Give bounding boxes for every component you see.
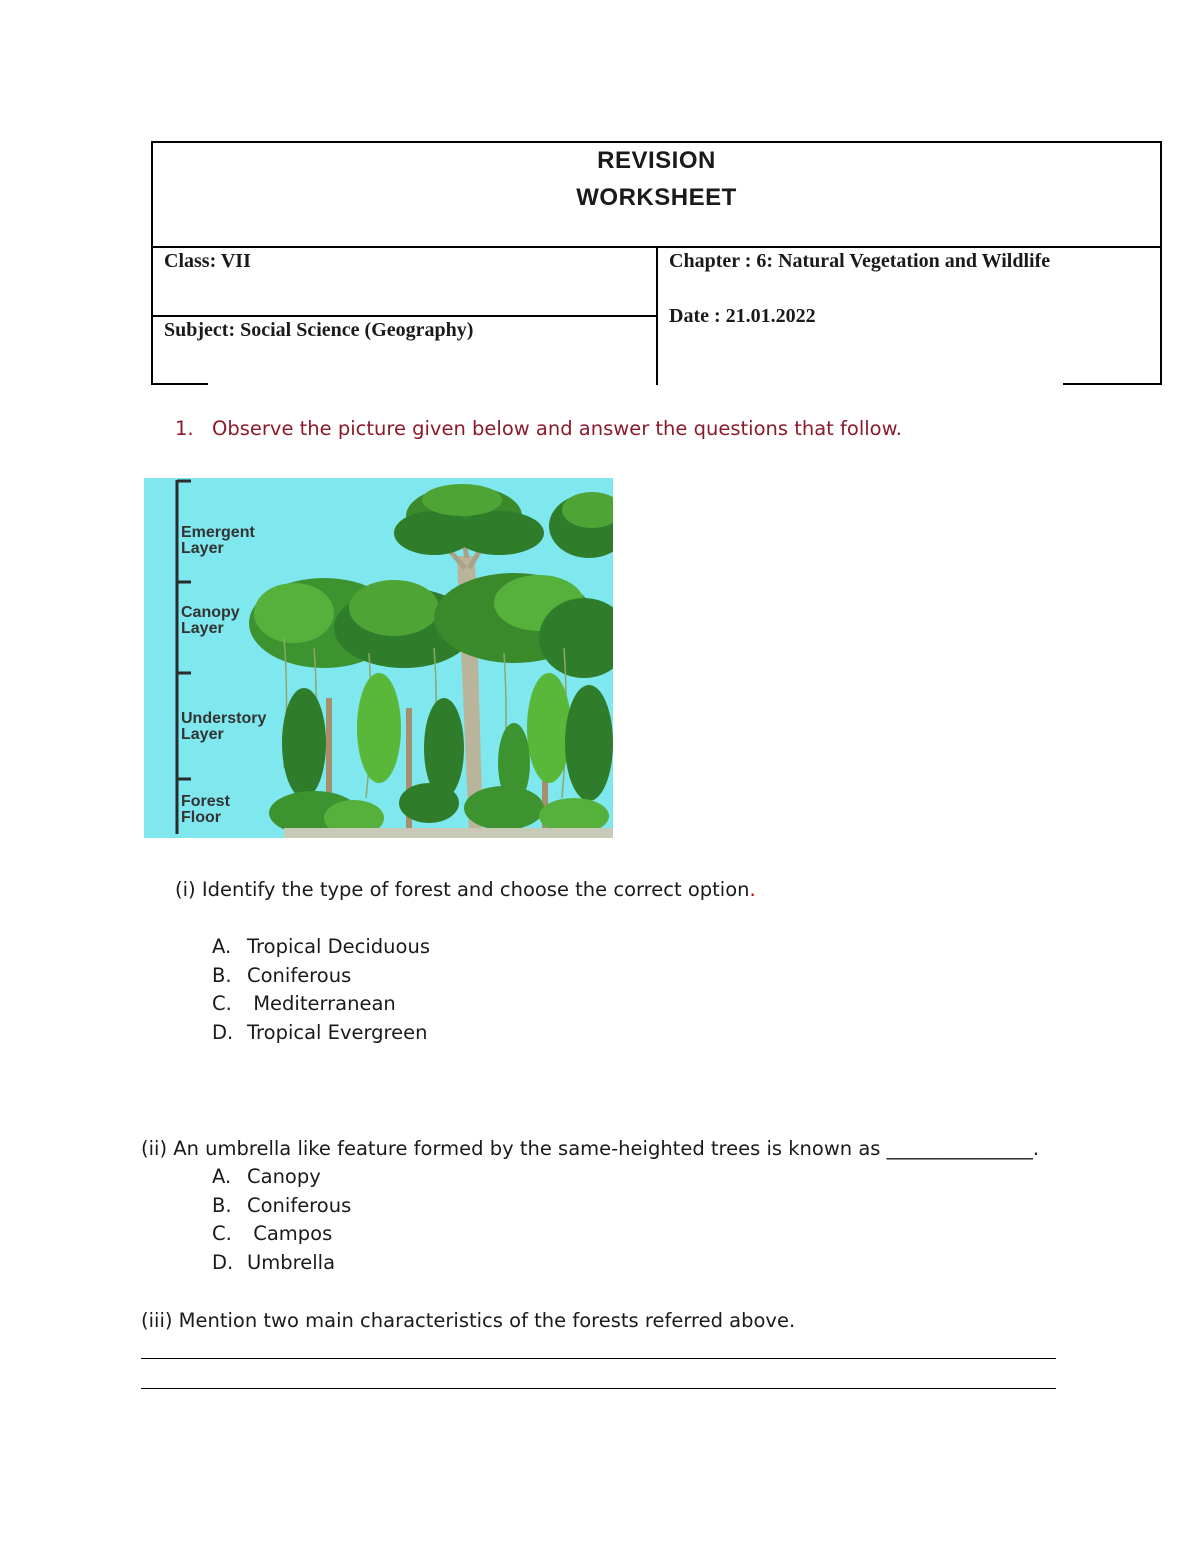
table-border-left bbox=[151, 141, 153, 385]
option-letter: B. bbox=[212, 964, 232, 987]
answer-line-1[interactable] bbox=[141, 1358, 1056, 1359]
question-i-option-a bbox=[212, 935, 430, 958]
left-cell-divider bbox=[151, 315, 657, 317]
date-label: Date : 21.01.2022 bbox=[669, 305, 816, 327]
title-worksheet: WORKSHEET bbox=[576, 184, 737, 211]
layer-label-emergent-1: Emergent bbox=[181, 524, 255, 541]
option-letter: D. bbox=[212, 1021, 234, 1044]
option-text: Tropical Evergreen bbox=[247, 1021, 428, 1044]
layer-label-canopy-1: Canopy bbox=[181, 604, 240, 621]
worksheet-header-table bbox=[151, 141, 1162, 385]
question-i-period: . bbox=[749, 878, 756, 901]
option-text: Coniferous bbox=[247, 964, 352, 987]
question-ii-option-a bbox=[212, 1165, 321, 1188]
bottom-border-right-segment bbox=[1063, 383, 1162, 385]
title-revision: REVISION bbox=[597, 147, 716, 174]
question-ii-option-d bbox=[212, 1251, 335, 1274]
option-letter: B. bbox=[212, 1194, 232, 1217]
table-border-right bbox=[1160, 141, 1162, 385]
option-text: Umbrella bbox=[247, 1251, 336, 1274]
table-border-top bbox=[151, 141, 1162, 143]
class-label: Class: VII bbox=[164, 250, 251, 272]
question-ii-option-b bbox=[212, 1194, 351, 1217]
question-number: 1. bbox=[175, 417, 194, 440]
question-ii-prompt: (ii) An umbrella like feature formed by the same-heighted trees is known as _______________. bbox=[141, 1137, 1040, 1160]
option-letter: D. bbox=[212, 1251, 234, 1274]
option-text: Campos bbox=[247, 1222, 333, 1245]
question-i-option-c bbox=[212, 992, 396, 1015]
option-text: Tropical Deciduous bbox=[247, 935, 430, 958]
layer-label-forest-floor-1: Forest bbox=[181, 793, 230, 810]
answer-line-2[interactable] bbox=[141, 1388, 1056, 1389]
layer-label-emergent-2: Layer bbox=[181, 540, 224, 557]
rainforest-layers-illustration bbox=[144, 478, 613, 838]
option-text: Mediterranean bbox=[247, 992, 396, 1015]
question-i-prompt bbox=[175, 878, 756, 901]
question-i-text: (i) Identify the type of forest and choose the correct option bbox=[175, 878, 750, 901]
layer-label-forest-floor-2: Floor bbox=[181, 809, 221, 826]
question-i-option-b bbox=[212, 964, 351, 987]
layer-label-understory-1: Understory bbox=[181, 710, 267, 727]
chapter-label: Chapter : 6: Natural Vegetation and Wildlife bbox=[669, 250, 1051, 272]
question-instruction: Observe the picture given below and answer the questions that follow. bbox=[212, 417, 902, 440]
bottom-border-left-segment bbox=[151, 383, 208, 385]
option-text: Canopy bbox=[247, 1165, 321, 1188]
layer-label-canopy-2: Layer bbox=[181, 620, 224, 637]
question-ii-option-c bbox=[212, 1222, 332, 1245]
layer-label-understory-2: Layer bbox=[181, 726, 224, 743]
subject-label: Subject: Social Science (Geography) bbox=[164, 319, 474, 341]
option-letter: C. bbox=[212, 992, 232, 1015]
option-letter: A. bbox=[212, 1165, 232, 1188]
option-text: Coniferous bbox=[247, 1194, 352, 1217]
question-i-option-d bbox=[212, 1021, 428, 1044]
question-iii-prompt: (iii) Mention two main characteristics of the forests referred above. bbox=[141, 1309, 796, 1332]
option-letter: C. bbox=[212, 1222, 232, 1245]
question-1-heading bbox=[175, 417, 902, 440]
option-letter: A. bbox=[212, 935, 232, 958]
